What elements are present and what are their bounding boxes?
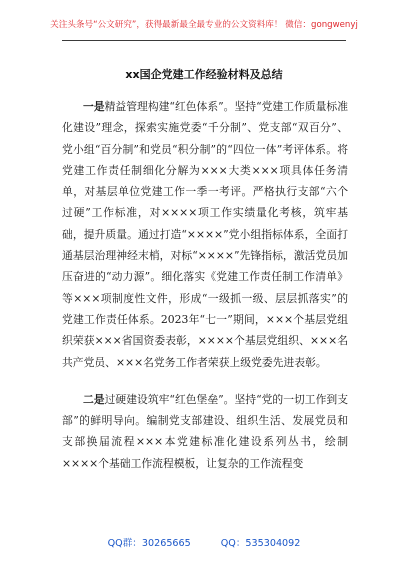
paragraph-2 — [62, 389, 348, 474]
qq-number: QQ：535304092 — [220, 538, 301, 549]
paragraph-1 — [62, 96, 348, 373]
document-body — [62, 96, 348, 474]
paragraph-2-lead: 二是 — [83, 392, 105, 406]
header-divider — [62, 40, 346, 41]
contact-footer — [0, 535, 408, 549]
promo-header: 关注头条号“公文研究”，获得最新最全最专业的公文资料库！ 微信：gongwenyj — [50, 20, 358, 30]
qq-group-number: QQ群：30265665 — [107, 538, 191, 549]
paragraph-1-lead: 一是 — [83, 100, 105, 113]
paragraph-2-text: 过硬建设筑牢“红色堡垒”。坚持“党的一切工作到支部”的鲜明导向。编制党支部建设、组织生活、发展党员和支部换届流程×××本党建标准化建设系列丛书，绘制××××个基础工作流程模板，让复杂的工作流程变 — [62, 392, 349, 470]
document-title: xx国企党建工作经验材料及总结 — [125, 68, 283, 81]
paragraph-1-text: 精益管理构建“红色体系”。坚持“党建工作质量标准化建设”理念，探索实施党委“千分制”、党支部“双百分”、党小组“百分制”和党员“积分制”的“四位一体”考评体系。将党建工作责任制细化分解为×××大类×××项具体任务清单，对基层单位党建工作一季一考评。严格执行支部“六个过硬”工作标准，对××××项工作实绩量化考核，筑牢基础，提升质量。通过打造“××××”党小组指标体系，全面打通基层治理神经末梢，对标“××××”先锋指标，激活党员加压奋进的“动力源”。细化落实《党建工作责任制工作清单》等×××项制度性文件，形成“一级抓一级、层层抓落实”的党建工作责任体系。2023年“七一”期间，×××个基层党组织荣获×××省国资委表彰，××××个基层党组织、×××名共产党员、×××名党务工作者荣获上级党委先进表彰。 — [62, 100, 349, 369]
